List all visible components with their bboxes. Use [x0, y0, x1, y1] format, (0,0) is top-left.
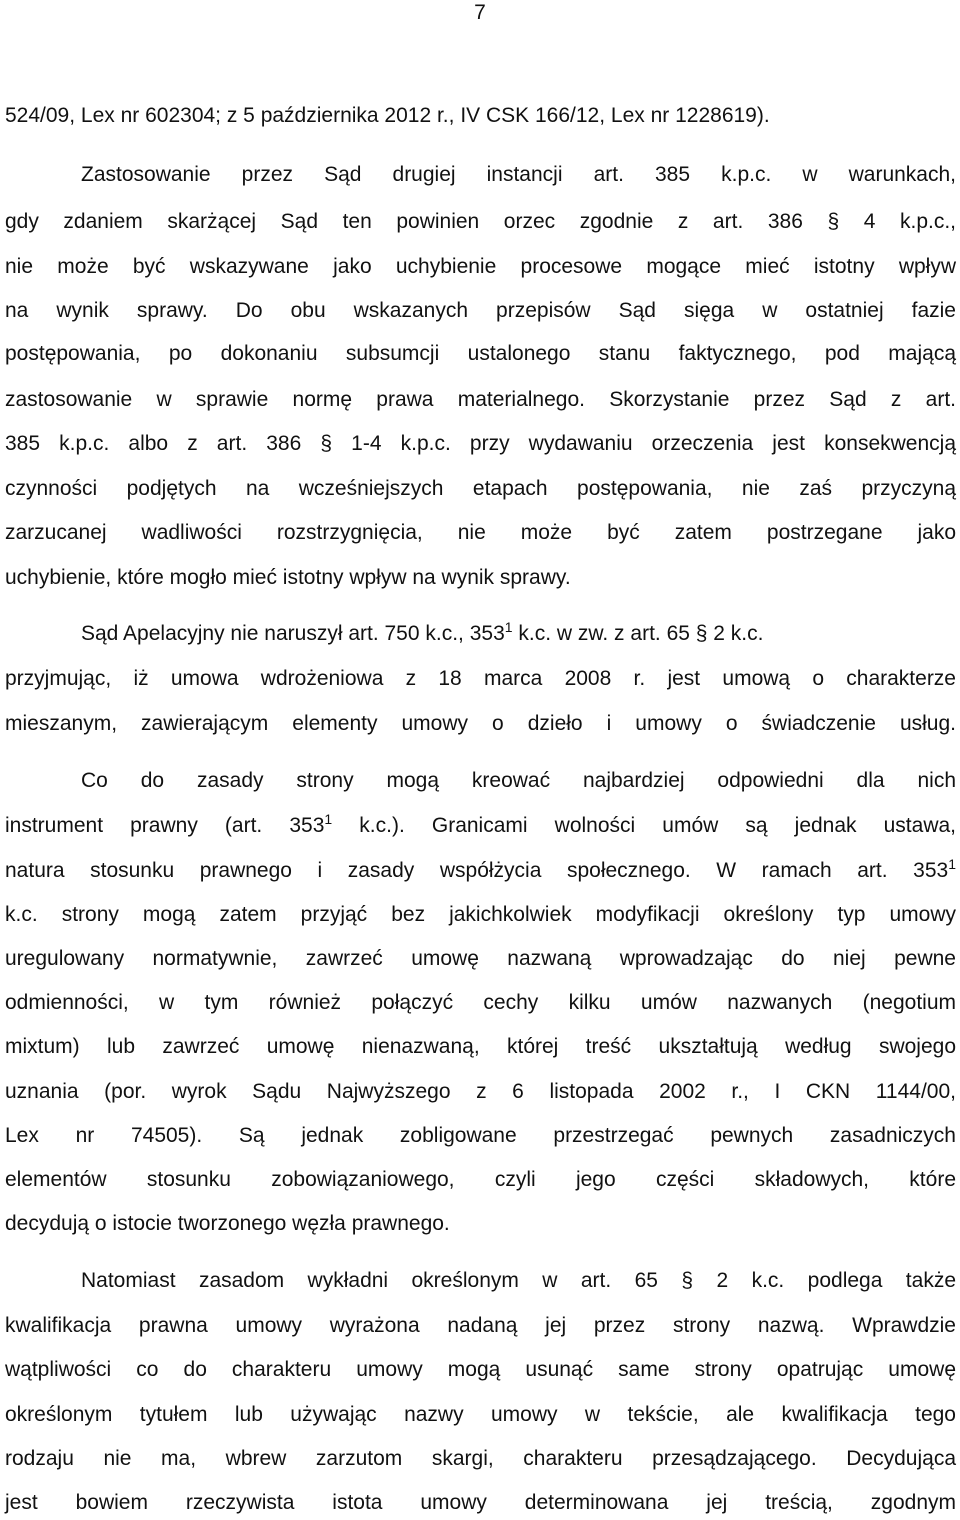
section-sign: §	[320, 432, 333, 455]
text-line: natura stosunku prawnego i zasady współżycia społecznego. W ramach art. $353^1$	[5, 856, 956, 882]
text-line: jest bowiem rzeczywista istota umowy determinowana jej treścią, zgodnym	[5, 1491, 956, 1514]
text-line: Lex nr 74505). Są jednak zobligowane przestrzegać pewnych zasadniczych	[5, 1124, 956, 1147]
text-line: uchybienie, które mogło mieć istotny wpływ na wynik sprawy.	[5, 566, 571, 589]
text-line: odmienności, w tym również połączyć cechy kilku umów nazwanych (negotium	[5, 991, 956, 1014]
section-sign: §	[695, 622, 708, 645]
superscript: 1	[324, 811, 333, 827]
text-line: instrument prawny (art. $353^1$ k.c.). Granicami wolności umów są jednak ustawa,	[5, 811, 957, 837]
text-line: k.c. strony mogą zatem przyjąć bez jakichkolwiek modyfikacji określony typ umowy	[5, 903, 956, 926]
section-sign: §	[681, 1269, 694, 1292]
text-line: mixtum) lub zawrzeć umowę nienazwaną, której treść ukształtują według swojego	[5, 1035, 956, 1058]
text-line: określonym tytułem lub używając nazwy umowy w tekście, ale kwalifikacja tego	[5, 1403, 956, 1426]
text-line: nie może być wskazywane jako uchybienie procesowe mogące mieć istotny wpływ	[5, 255, 956, 278]
text-line: Co do zasady strony mogą kreować najbardziej odpowiedni dla nich	[81, 769, 956, 792]
text-line: uznania (por. wyrok Sądu Najwyższego z 6 listopada 2002 r., I CKN 1144/00,	[5, 1080, 956, 1103]
text-line: elementów stosunku zobowiązaniowego, czyli jego części składowych, które	[5, 1168, 956, 1191]
page-number: 7	[474, 1, 486, 24]
superscript: 1	[948, 856, 956, 872]
text-line: zastosowanie w sprawie normę prawa materialnego. Skorzystanie przez Sąd z art.	[5, 388, 956, 411]
text-line: zarzucanej wadliwości rozstrzygnięcia, nie może być zatem postrzegane jako	[5, 521, 956, 544]
text-line: Sąd Apelacyjny nie naruszył art. 750 k.c., $353^1$ k.c. w zw. z art. 65 § 2 k.c.	[81, 619, 764, 645]
text-line: rodzaju nie ma, wbrew zarzutom skargi, charakteru przesądzającego. Decydująca	[5, 1447, 956, 1470]
text-line: gdy zdaniem skarżącej Sąd ten powinien orzec zgodnie z art. 386 § 4 k.p.c.,	[5, 210, 956, 233]
text-line: 524/09, Lex nr 602304; z 5 października 2012 r., IV CSK 166/12, Lex nr 1228619).	[5, 104, 770, 127]
text-line: uregulowany normatywnie, zawrzeć umowę nazwaną wprowadzając do niej pewne	[5, 947, 956, 970]
section-sign: §	[827, 210, 840, 233]
text-line: przyjmując, iż umowa wdrożeniowa z 18 marca 2008 r. jest umową o charakterze	[5, 667, 956, 690]
text-line: decydują o istocie tworzonego węzła prawnego.	[5, 1212, 450, 1235]
text-line: na wynik sprawy. Do obu wskazanych przepisów Sąd sięga w ostatniej fazie	[5, 299, 956, 322]
text-line: czynności podjętych na wcześniejszych etapach postępowania, nie zaś przyczyną	[5, 477, 956, 500]
text-line: mieszanym, zawierającym elementy umowy o dzieło i umowy o świadczenie usług.	[5, 712, 956, 735]
text-line: Zastosowanie przez Sąd drugiej instancji art. 385 k.p.c. w warunkach,	[81, 163, 956, 186]
text-line: postępowania, po dokonaniu subsumcji ustalonego stanu faktycznego, pod mającą	[5, 342, 956, 365]
text-line: kwalifikacja prawna umowy wyrażona nadaną jej przez strony nazwą. Wprawdzie	[5, 1314, 956, 1337]
text-line: 385 k.p.c. albo z art. 386 § 1-4 k.p.c. przy wydawaniu orzeczenia jest konsekwencją	[5, 432, 956, 455]
superscript: 1	[504, 619, 513, 635]
text-line: Natomiast zasadom wykładni określonym w art. 65 § 2 k.c. podlega także	[81, 1269, 956, 1292]
text-line: wątpliwości co do charakteru umowy mogą usunąć same strony opatrując umowę	[5, 1358, 956, 1381]
